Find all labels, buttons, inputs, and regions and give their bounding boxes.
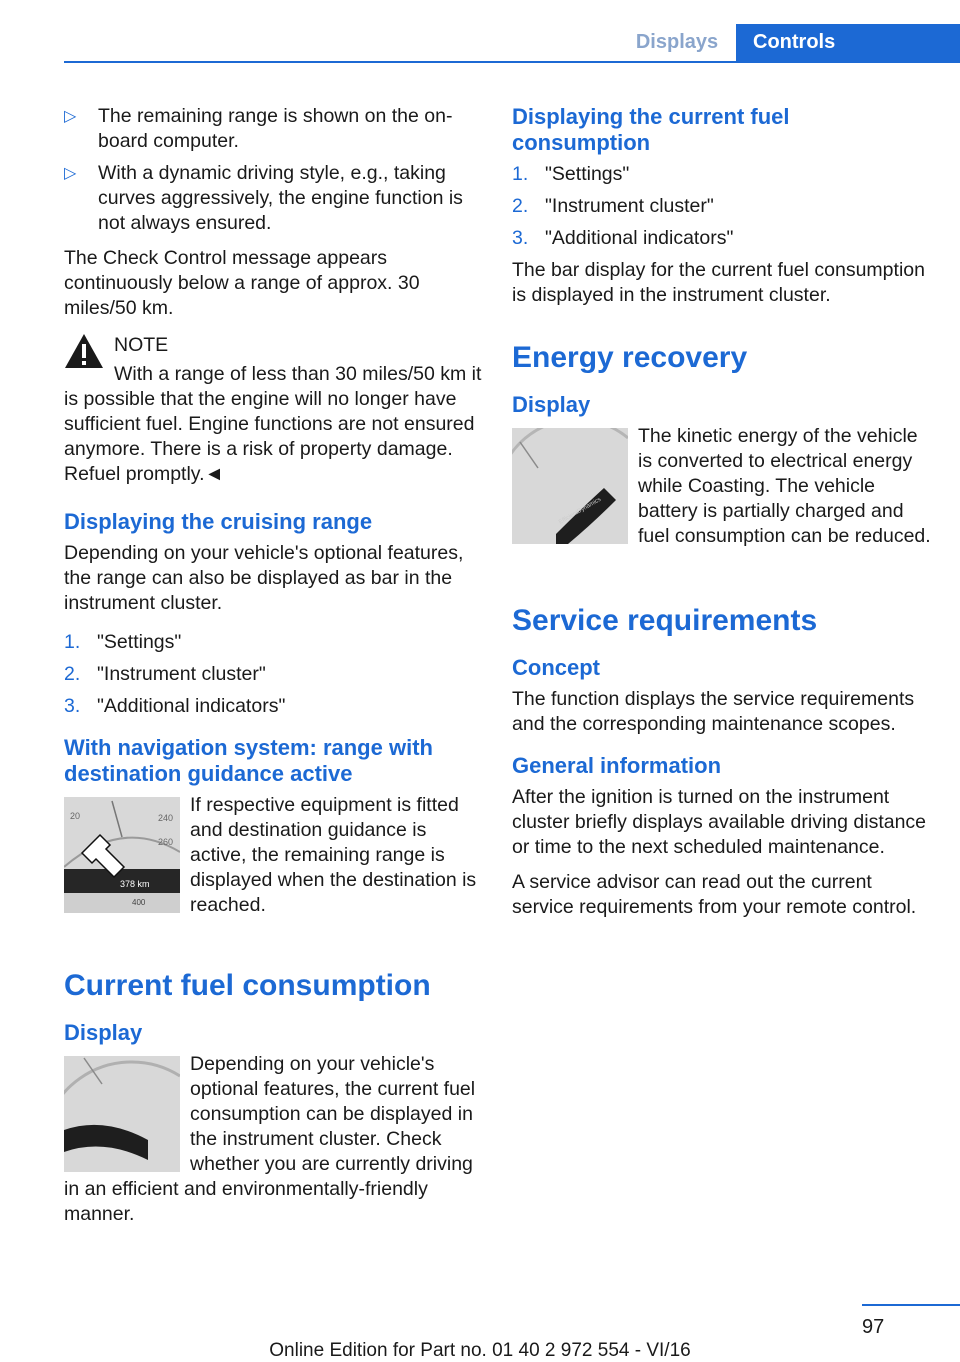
energy-display-subheading: Display: [512, 392, 591, 417]
left-column: [64, 104, 482, 1237]
footer-rule: [862, 1304, 960, 1306]
nav-range-heading: With navigation system: range with destination guidance active: [64, 735, 433, 786]
general-info-heading: General information: [512, 753, 722, 778]
gauge-tick-label: 400: [132, 898, 146, 907]
fuel-consumption-heading: Current fuel consumption: [64, 969, 431, 1002]
general-info-body: After the ignition is turned on the instrument cluster briefly displays available driving distance or time to the next scheduled maintenance.: [512, 786, 927, 858]
gauge-tick-label: 240: [158, 813, 174, 823]
list-item: 2. "Instrument cluster": [64, 663, 266, 685]
tab-controls[interactable]: Controls: [736, 24, 960, 61]
service-requirements-heading: Service requirements: [512, 604, 818, 637]
cruising-range-heading: Displaying the cruising range: [64, 509, 373, 534]
fuel-display-subheading: Display: [64, 1020, 143, 1045]
range-gauge-image: [64, 797, 180, 913]
nav-range-figure: [64, 797, 180, 913]
right-column: [512, 104, 932, 930]
energy-display-section: [512, 424, 932, 559]
nav-range-section: [64, 793, 482, 928]
fuel-display-section: [64, 1052, 482, 1227]
efficientdynamics-label: EfficientDynamics: [558, 496, 603, 526]
list-item: 3. "Additional indicators": [64, 695, 286, 717]
list-item: 2. "Instrument cluster": [512, 195, 714, 217]
consumption-gauge-image: [64, 1056, 180, 1172]
triangle-bullet-icon: ▷: [64, 108, 77, 125]
energy-display-body: The kinetic energy of the vehicle is converted to electrical energy while Coasting. The vehicle battery is partially charged and fuel consumption can be reduced.: [638, 425, 931, 547]
general-info-body-2: A service advisor can read out the current service requirements from your remote control.: [512, 871, 917, 918]
list-item: 3. "Additional indicators": [512, 227, 734, 249]
concept-heading: Concept: [512, 655, 600, 680]
gauge-tick-label: 260: [158, 837, 174, 847]
fuel-consumption-figure: [64, 1056, 180, 1172]
current-consumption-heading: Displaying the current fuel consumption: [512, 104, 790, 155]
check-control-text: The Check Control message appears continuously below a range of approx. 30 miles/50 km.: [64, 247, 420, 319]
tab-displays[interactable]: Displays: [635, 31, 719, 53]
note-body: With a range of less than 30 miles/50 km it is possible that the engine will no longer have sufficient fuel. Engine functions are not ensured anymore. There is a risk of property damage. Refuel promptly.◄: [64, 363, 482, 485]
energy-recovery-figure: [512, 428, 628, 544]
list-item: 1. "Settings": [512, 163, 630, 185]
edition-footer: Online Edition for Part no. 01 40 2 972 554 - VI/16: [269, 1340, 691, 1361]
recuperation-gauge-image: [512, 428, 628, 544]
header-rule: [64, 61, 960, 63]
list-item: ▷ The remaining range is shown on the on-board computer.: [64, 105, 453, 152]
range-readout: 378 km: [120, 879, 150, 889]
warning-icon: [64, 333, 104, 369]
energy-recovery-heading: Energy recovery: [512, 341, 748, 374]
note-block: [64, 333, 482, 487]
page-number: 97: [862, 1316, 885, 1338]
nav-range-body: If respective equipment is fitted and destination guidance is active, the remaining range is displayed when the destination is reached.: [190, 794, 477, 916]
cruising-range-body: Depending on your vehicle's optional features, the range can also be displayed as bar in the instrument cluster.: [64, 542, 464, 614]
list-item: ▷ With a dynamic driving style, e.g., taking curves aggressively, the engine function is not always ensured.: [64, 162, 463, 234]
list-item: 1. "Settings": [64, 631, 182, 653]
triangle-bullet-icon: ▷: [64, 165, 77, 182]
concept-body: The function displays the service requirements and the corresponding maintenance scopes.: [512, 688, 915, 735]
fuel-display-body: Depending on your vehicle's optional features, the current fuel consumption can be displayed in the instrument cluster. Check whether you are currently driving in an efficient and environmentally-friendly manner.: [64, 1053, 476, 1225]
current-consumption-body: The bar display for the current fuel consumption is displayed in the instrument cluster.: [512, 259, 925, 306]
gauge-tick-label: 20: [70, 811, 81, 821]
note-title: NOTE: [114, 334, 169, 356]
